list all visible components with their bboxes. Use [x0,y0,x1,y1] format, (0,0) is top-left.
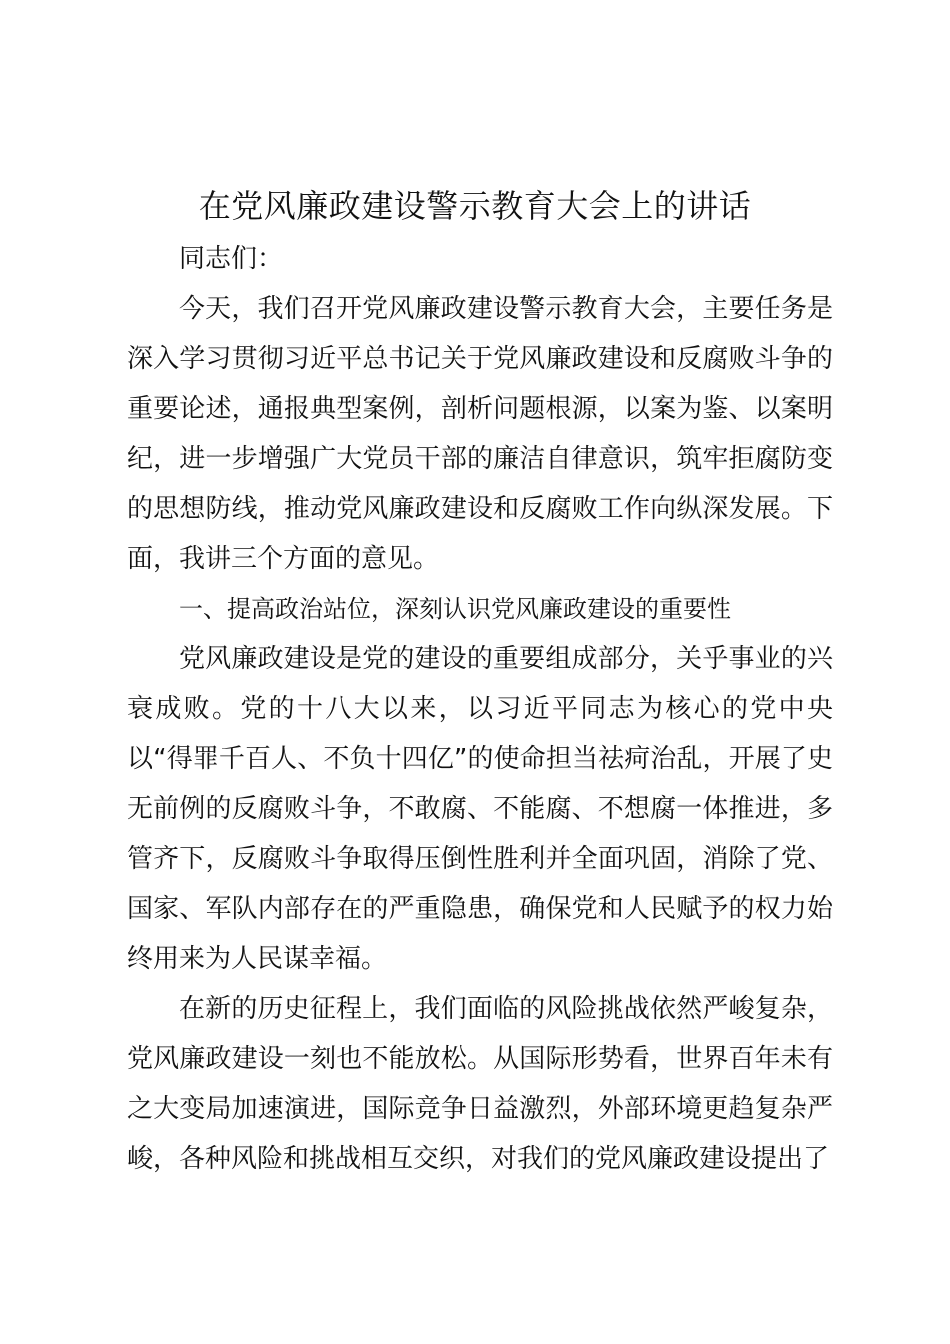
document-title: 在党风廉政建设警示教育大会上的讲话 [198,187,752,225]
paragraph-significance: 党风廉政建设是党的建设的重要组成部分，关乎事业的兴衰成败。党的十八大以来，以习近平同志为核心的党中央以“得罪千百人、不负十四亿”的使命担当祛疴治乱，开展了史无前例的反腐败斗争，不敢腐、不能腐、不想腐一体推进，多管齐下，反腐败斗争取得压倒性胜利并全面巩固，消除了党、国家、军队内部存在的严重隐患，确保党和人民赋予的权力始终用来为人民谋幸福。 [127,644,833,974]
paragraph-challenges: 在新的历史征程上，我们面临的风险挑战依然严峻复杂，党风廉政建设一刻也不能放松。从国际形势看，世界百年未有之大变局加速演进，国际竞争日益激烈，外部环境更趋复杂严峻，各种风险和挑战相互交织，对我们的党风廉政建设提出了 [127,994,833,1174]
paragraph-intro: 今天，我们召开党风廉政建设警示教育大会，主要任务是深入学习贯彻习近平总书记关于党风廉政建设和反腐败斗争的重要论述，通报典型案例，剖析问题根源，以案为鉴、以案明纪，进一步增强广大党员干部的廉洁自律意识，筑牢拒腐防变的思想防线，推动党风廉政建设和反腐败工作向纵深发展。下面，我讲三个方面的意见。 [127,294,833,574]
section-heading-1: 一、提高政治站位，深刻认识党风廉政建设的重要性 [179,595,731,623]
salutation: 同志们： [179,244,284,274]
document-body [127,234,833,1184]
